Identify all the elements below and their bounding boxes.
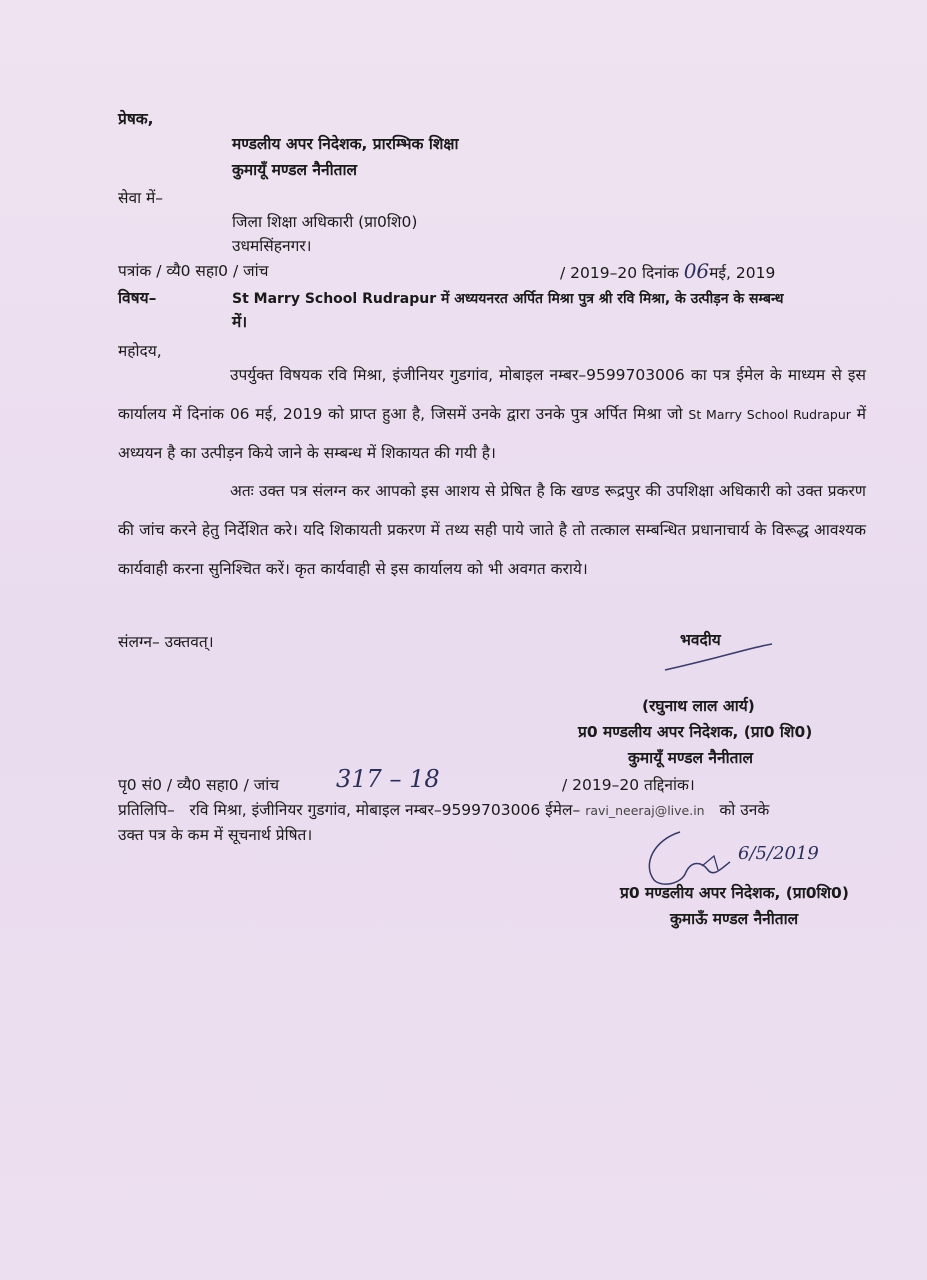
body-paragraph-2 [118,472,866,589]
signatory-office: कुमायूँ मण्डल नैनीताल [628,749,753,767]
sender-line-1: मण्डलीय अपर निदेशक, प्रारम्भिक शिक्षा [232,135,459,153]
copy-label: प्रतिलिपि– [118,801,175,819]
recipient-line-2: उधमसिंहनगर। [232,237,312,255]
recipient-line-1: जिला शिक्षा अधिकारी (प्रा0शि0) [232,213,418,231]
body-paragraph-2-text: अतः उक्त पत्र संलग्न कर आपको इस आशय से प्रेषित है कि खण्ड रूद्रपुर की उपशिक्षा अधिकारी को उक्त प्रकरण की जांच करने हेतु निर्देशित करे। यदि शिकायती प्रकरण में तथ्य सही पाये जाते है तो तत्काल सम्बन्धित प्रधानाचार्य के विरूद्ध आवश्यक कार्यवाही करना सुनिश्चित करें। कृत कार्यवाही से इस कार्यालय को भी अवगत कराये। [118,482,866,578]
signature-designation: प्र0 मण्डलीय अपर निदेशक, (प्रा0शि0) [620,884,849,902]
signature-office: कुमाऊँ मण्डल नैनीताल [670,910,799,928]
closing: भवदीय [680,631,721,649]
body-school-name: St Marry School Rudrapur [688,407,851,422]
signatory-name: (रघुनाथ लाल आर्य) [642,697,755,715]
subject-line-2: में। [232,313,248,331]
copy-line-1 [118,799,769,822]
enclosure: संलग्न– उक्तवत्। [118,633,214,651]
copy-text: रवि मिश्रा, इंजीनियर गुडगांव, मोबाइल नम्बर–9599703006 ईमेल– [189,801,581,819]
reference-date-rest: मई, 2019 [709,264,776,282]
sender-label: प्रेषक, [118,110,154,128]
signatory-designation: प्र0 मण्डलीय अपर निदेशक, (प्रा0 शि0) [578,723,813,741]
body-paragraph-1 [118,356,866,473]
endorsement-number: पृ0 सं0 / व्यै0 सहा0 / जांच [118,776,280,794]
body-paragraph-1-text: उपर्युक्त विषयक रवि मिश्रा, इंजीनियर गुडगांव, मोबाइल नम्बर–9599703006 का पत्र ईमेल के माध्यम से इस कार्यालय में दिनांक 06 मई, 2019 को प्राप्त हुआ है, जिसमें उनके द्वारा उनके पुत्र अर्पित मिश्रा जो [118,366,866,423]
recipient-label: सेवा में– [118,189,164,207]
reference-date-handwritten: 06 [683,259,710,283]
reference-date [560,260,775,284]
reference-number: पत्रांक / व्यै0 सहा0 / जांच [118,262,269,280]
copy-text-end: को उनके [719,801,770,819]
endorsement-date: / 2019–20 तद्दिनांक। [562,776,695,794]
subject-line-1: St Marry School Rudrapur में अध्ययनरत अर्पित मिश्रा पुत्र श्री रवि मिश्रा, के उत्पीड़न के सम्बन्ध [232,291,784,307]
endorsement-handwritten-number: 317 – 18 [336,765,440,793]
sender-line-2: कुमायूँ मण्डल नैनीताल [232,161,357,179]
subject-label: विषय– [118,289,157,307]
signature-stroke [660,640,780,680]
body-paragraph-1-end: में अध्ययन है का उत्पीड़न किये जाने के सम्बन्ध में शिकायत की गयी है। [118,405,866,462]
reference-year: / 2019–20 दिनांक [560,264,679,282]
signature-handwritten-date: 6/5/2019 [738,843,819,864]
copy-line-2: उक्त पत्र के कम में सूचनार्थ प्रेषित। [118,826,313,844]
salutation: महोदय, [118,342,162,360]
copy-email: ravi_neeraj@live.in [585,803,705,818]
